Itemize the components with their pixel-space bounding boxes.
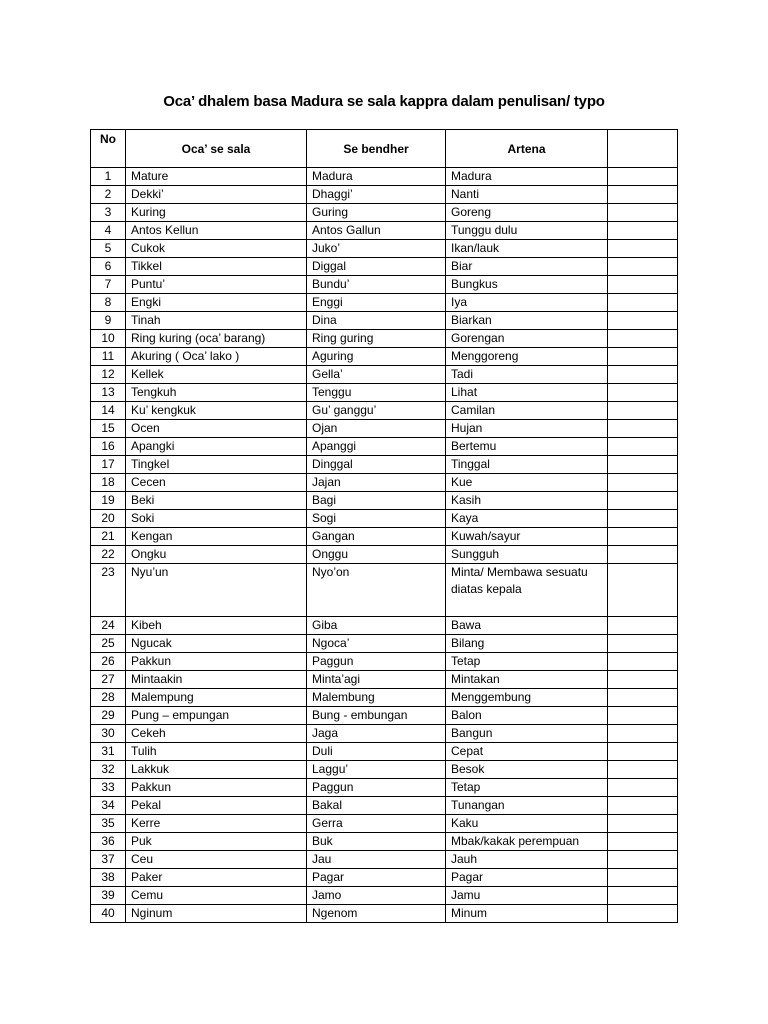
cell-meaning: Balon	[446, 707, 608, 725]
table-row	[91, 402, 678, 420]
cell-meaning: Tetap	[446, 779, 608, 797]
cell-extra	[608, 204, 678, 222]
table-row	[91, 438, 678, 456]
cell-correct-word: Apanggi	[307, 438, 446, 456]
header-wrong-word: Oca’ se sala	[126, 130, 307, 168]
cell-wrong-word: Pung – empungan	[126, 707, 307, 725]
cell-wrong-word: Pakkun	[126, 779, 307, 797]
table-row	[91, 653, 678, 671]
table-row	[91, 492, 678, 510]
cell-correct-word: Dina	[307, 312, 446, 330]
cell-wrong-word: Ku’ kengkuk	[126, 402, 307, 420]
cell-correct-word: Bagi	[307, 492, 446, 510]
table-row	[91, 905, 678, 923]
cell-no: 21	[91, 528, 126, 546]
cell-extra	[608, 474, 678, 492]
cell-wrong-word: Antos Kellun	[126, 222, 307, 240]
cell-extra	[608, 312, 678, 330]
cell-no: 12	[91, 366, 126, 384]
cell-correct-word: Diggal	[307, 258, 446, 276]
cell-extra	[608, 743, 678, 761]
cell-correct-word: Juko’	[307, 240, 446, 258]
table-row	[91, 276, 678, 294]
cell-extra	[608, 456, 678, 474]
cell-meaning: Jamu	[446, 887, 608, 905]
table-row	[91, 671, 678, 689]
table-row	[91, 797, 678, 815]
cell-meaning: Biar	[446, 258, 608, 276]
cell-extra	[608, 797, 678, 815]
cell-meaning: Minum	[446, 905, 608, 923]
cell-wrong-word: Ceu	[126, 851, 307, 869]
cell-correct-word: Dhaggi’	[307, 186, 446, 204]
cell-wrong-word: Puk	[126, 833, 307, 851]
cell-no: 28	[91, 689, 126, 707]
cell-no: 8	[91, 294, 126, 312]
cell-meaning: Bilang	[446, 635, 608, 653]
cell-extra	[608, 833, 678, 851]
cell-meaning: Ikan/lauk	[446, 240, 608, 258]
table-row	[91, 887, 678, 905]
cell-correct-word: Ngoca’	[307, 635, 446, 653]
cell-extra	[608, 671, 678, 689]
table-body	[91, 168, 678, 923]
table-row	[91, 204, 678, 222]
cell-correct-word: Antos Gallun	[307, 222, 446, 240]
cell-extra	[608, 420, 678, 438]
cell-wrong-word: Beki	[126, 492, 307, 510]
table-row	[91, 258, 678, 276]
cell-no: 27	[91, 671, 126, 689]
cell-no: 7	[91, 276, 126, 294]
cell-meaning: Iya	[446, 294, 608, 312]
cell-correct-word: Madura	[307, 168, 446, 186]
cell-no: 10	[91, 330, 126, 348]
cell-no: 13	[91, 384, 126, 402]
table-row	[91, 564, 678, 617]
table-row	[91, 707, 678, 725]
cell-wrong-word: Paker	[126, 869, 307, 887]
cell-no: 32	[91, 761, 126, 779]
cell-extra	[608, 492, 678, 510]
cell-meaning: Bungkus	[446, 276, 608, 294]
header-no: No	[91, 130, 126, 168]
cell-extra	[608, 168, 678, 186]
cell-wrong-word: Kibeh	[126, 617, 307, 635]
table-row	[91, 168, 678, 186]
cell-meaning: Bawa	[446, 617, 608, 635]
cell-no: 6	[91, 258, 126, 276]
cell-no: 1	[91, 168, 126, 186]
cell-extra	[608, 815, 678, 833]
cell-meaning: Hujan	[446, 420, 608, 438]
vocabulary-table	[90, 129, 678, 923]
cell-wrong-word: Kerre	[126, 815, 307, 833]
header-meaning: Artena	[446, 130, 608, 168]
cell-meaning: Tetap	[446, 653, 608, 671]
cell-meaning: Mbak/kakak perempuan	[446, 833, 608, 851]
cell-no: 25	[91, 635, 126, 653]
cell-wrong-word: Tinah	[126, 312, 307, 330]
table-row	[91, 851, 678, 869]
cell-correct-word: Buk	[307, 833, 446, 851]
cell-meaning: Gorengan	[446, 330, 608, 348]
cell-wrong-word: Kengan	[126, 528, 307, 546]
cell-extra	[608, 546, 678, 564]
cell-no: 16	[91, 438, 126, 456]
table-row	[91, 312, 678, 330]
cell-correct-word: Onggu	[307, 546, 446, 564]
cell-extra	[608, 240, 678, 258]
cell-wrong-word: Akuring ( Oca’ lako )	[126, 348, 307, 366]
cell-no: 33	[91, 779, 126, 797]
cell-correct-word: Paggun	[307, 779, 446, 797]
cell-extra	[608, 779, 678, 797]
cell-wrong-word: Dekki’	[126, 186, 307, 204]
cell-wrong-word: Engki	[126, 294, 307, 312]
cell-no: 2	[91, 186, 126, 204]
cell-meaning: Minta/ Membawa sesuatu diatas kepala	[446, 564, 608, 617]
cell-correct-word: Pagar	[307, 869, 446, 887]
table-row	[91, 635, 678, 653]
cell-extra	[608, 276, 678, 294]
cell-correct-word: Duli	[307, 743, 446, 761]
cell-correct-word: Gerra	[307, 815, 446, 833]
cell-extra	[608, 905, 678, 923]
table-row	[91, 186, 678, 204]
table-row	[91, 222, 678, 240]
cell-extra	[608, 294, 678, 312]
table-row	[91, 366, 678, 384]
cell-wrong-word: Pakkun	[126, 653, 307, 671]
cell-extra	[608, 617, 678, 635]
cell-meaning: Camilan	[446, 402, 608, 420]
cell-wrong-word: Cekeh	[126, 725, 307, 743]
table-row	[91, 456, 678, 474]
cell-meaning: Kuwah/sayur	[446, 528, 608, 546]
cell-extra	[608, 366, 678, 384]
cell-wrong-word: Malempung	[126, 689, 307, 707]
table-row	[91, 546, 678, 564]
cell-extra	[608, 330, 678, 348]
cell-correct-word: Aguring	[307, 348, 446, 366]
cell-meaning: Tunangan	[446, 797, 608, 815]
cell-extra	[608, 761, 678, 779]
table-row	[91, 384, 678, 402]
cell-correct-word: Jajan	[307, 474, 446, 492]
cell-meaning: Bangun	[446, 725, 608, 743]
cell-no: 17	[91, 456, 126, 474]
cell-extra	[608, 725, 678, 743]
cell-correct-word: Jamo	[307, 887, 446, 905]
cell-meaning: Sungguh	[446, 546, 608, 564]
cell-wrong-word: Soki	[126, 510, 307, 528]
table-row	[91, 815, 678, 833]
cell-no: 35	[91, 815, 126, 833]
cell-extra	[608, 707, 678, 725]
cell-no: 40	[91, 905, 126, 923]
table-row	[91, 240, 678, 258]
cell-meaning: Jauh	[446, 851, 608, 869]
cell-meaning: Biarkan	[446, 312, 608, 330]
cell-correct-word: Jaga	[307, 725, 446, 743]
cell-correct-word: Gu’ ganggu’	[307, 402, 446, 420]
cell-extra	[608, 869, 678, 887]
cell-correct-word: Sogi	[307, 510, 446, 528]
cell-no: 5	[91, 240, 126, 258]
cell-no: 38	[91, 869, 126, 887]
cell-no: 26	[91, 653, 126, 671]
cell-correct-word: Nyo’on	[307, 564, 446, 617]
cell-correct-word: Bung - embungan	[307, 707, 446, 725]
table-row	[91, 330, 678, 348]
cell-correct-word: Bundu’	[307, 276, 446, 294]
cell-wrong-word: Tingkel	[126, 456, 307, 474]
table-row	[91, 725, 678, 743]
cell-wrong-word: Kellek	[126, 366, 307, 384]
cell-meaning: Menggembung	[446, 689, 608, 707]
table-row	[91, 743, 678, 761]
cell-wrong-word: Kuring	[126, 204, 307, 222]
cell-wrong-word: Lakkuk	[126, 761, 307, 779]
cell-wrong-word: Apangki	[126, 438, 307, 456]
table-row	[91, 869, 678, 887]
cell-wrong-word: Tulih	[126, 743, 307, 761]
cell-correct-word: Minta’agi	[307, 671, 446, 689]
cell-extra	[608, 348, 678, 366]
cell-no: 20	[91, 510, 126, 528]
cell-correct-word: Malembung	[307, 689, 446, 707]
table-row	[91, 779, 678, 797]
cell-no: 11	[91, 348, 126, 366]
cell-meaning: Bertemu	[446, 438, 608, 456]
cell-correct-word: Bakal	[307, 797, 446, 815]
cell-wrong-word: Tengkuh	[126, 384, 307, 402]
cell-meaning: Madura	[446, 168, 608, 186]
cell-no: 29	[91, 707, 126, 725]
table-row	[91, 617, 678, 635]
cell-no: 15	[91, 420, 126, 438]
cell-extra	[608, 887, 678, 905]
cell-extra	[608, 635, 678, 653]
cell-wrong-word: Mintaakin	[126, 671, 307, 689]
cell-meaning: Kasih	[446, 492, 608, 510]
cell-meaning: Menggoreng	[446, 348, 608, 366]
cell-correct-word: Jau	[307, 851, 446, 869]
cell-meaning: Nanti	[446, 186, 608, 204]
cell-correct-word: Gella’	[307, 366, 446, 384]
cell-wrong-word: Mature	[126, 168, 307, 186]
cell-meaning: Tadi	[446, 366, 608, 384]
cell-no: 39	[91, 887, 126, 905]
cell-no: 34	[91, 797, 126, 815]
cell-correct-word: Giba	[307, 617, 446, 635]
cell-extra	[608, 689, 678, 707]
cell-extra	[608, 384, 678, 402]
table-row	[91, 528, 678, 546]
cell-wrong-word: Ocen	[126, 420, 307, 438]
cell-no: 4	[91, 222, 126, 240]
cell-meaning: Kue	[446, 474, 608, 492]
cell-meaning: Lihat	[446, 384, 608, 402]
cell-wrong-word: Cukok	[126, 240, 307, 258]
cell-meaning: Besok	[446, 761, 608, 779]
cell-correct-word: Ring guring	[307, 330, 446, 348]
cell-wrong-word: Puntu’	[126, 276, 307, 294]
cell-wrong-word: Cecen	[126, 474, 307, 492]
cell-wrong-word: Ring kuring (oca’ barang)	[126, 330, 307, 348]
cell-extra	[608, 564, 678, 617]
cell-meaning: Mintakan	[446, 671, 608, 689]
table-row	[91, 689, 678, 707]
cell-extra	[608, 258, 678, 276]
cell-extra	[608, 402, 678, 420]
cell-no: 14	[91, 402, 126, 420]
header-correct-word: Se bendher	[307, 130, 446, 168]
cell-meaning: Goreng	[446, 204, 608, 222]
cell-extra	[608, 186, 678, 204]
cell-extra	[608, 222, 678, 240]
cell-no: 31	[91, 743, 126, 761]
cell-wrong-word: Ongku	[126, 546, 307, 564]
cell-no: 30	[91, 725, 126, 743]
cell-no: 37	[91, 851, 126, 869]
cell-meaning: Kaya	[446, 510, 608, 528]
cell-no: 24	[91, 617, 126, 635]
cell-correct-word: Ngenom	[307, 905, 446, 923]
table-row	[91, 474, 678, 492]
cell-wrong-word: Tikkel	[126, 258, 307, 276]
cell-wrong-word: Ngucak	[126, 635, 307, 653]
cell-correct-word: Enggi	[307, 294, 446, 312]
cell-correct-word: Paggun	[307, 653, 446, 671]
table-header-row	[91, 130, 678, 168]
table-row	[91, 420, 678, 438]
cell-no: 23	[91, 564, 126, 617]
table-row	[91, 348, 678, 366]
cell-wrong-word: Nginum	[126, 905, 307, 923]
cell-meaning: Tinggal	[446, 456, 608, 474]
cell-no: 18	[91, 474, 126, 492]
cell-no: 36	[91, 833, 126, 851]
table-row	[91, 761, 678, 779]
table-row	[91, 294, 678, 312]
cell-correct-word: Gangan	[307, 528, 446, 546]
cell-correct-word: Tenggu	[307, 384, 446, 402]
cell-wrong-word: Nyu’un	[126, 564, 307, 617]
cell-correct-word: Laggu’	[307, 761, 446, 779]
cell-extra	[608, 510, 678, 528]
cell-no: 22	[91, 546, 126, 564]
cell-no: 3	[91, 204, 126, 222]
cell-extra	[608, 851, 678, 869]
cell-meaning: Kaku	[446, 815, 608, 833]
cell-meaning: Tunggu dulu	[446, 222, 608, 240]
cell-extra	[608, 438, 678, 456]
cell-wrong-word: Pekal	[126, 797, 307, 815]
cell-meaning: Pagar	[446, 869, 608, 887]
cell-correct-word: Dinggal	[307, 456, 446, 474]
table-row	[91, 510, 678, 528]
cell-no: 9	[91, 312, 126, 330]
cell-correct-word: Guring	[307, 204, 446, 222]
table-row	[91, 833, 678, 851]
page-title: Oca’ dhalem basa Madura se sala kappra dalam penulisan/ typo	[163, 93, 605, 110]
cell-meaning: Cepat	[446, 743, 608, 761]
cell-wrong-word: Cemu	[126, 887, 307, 905]
cell-extra	[608, 653, 678, 671]
cell-extra	[608, 528, 678, 546]
cell-correct-word: Ojan	[307, 420, 446, 438]
header-extra	[608, 130, 678, 168]
cell-no: 19	[91, 492, 126, 510]
